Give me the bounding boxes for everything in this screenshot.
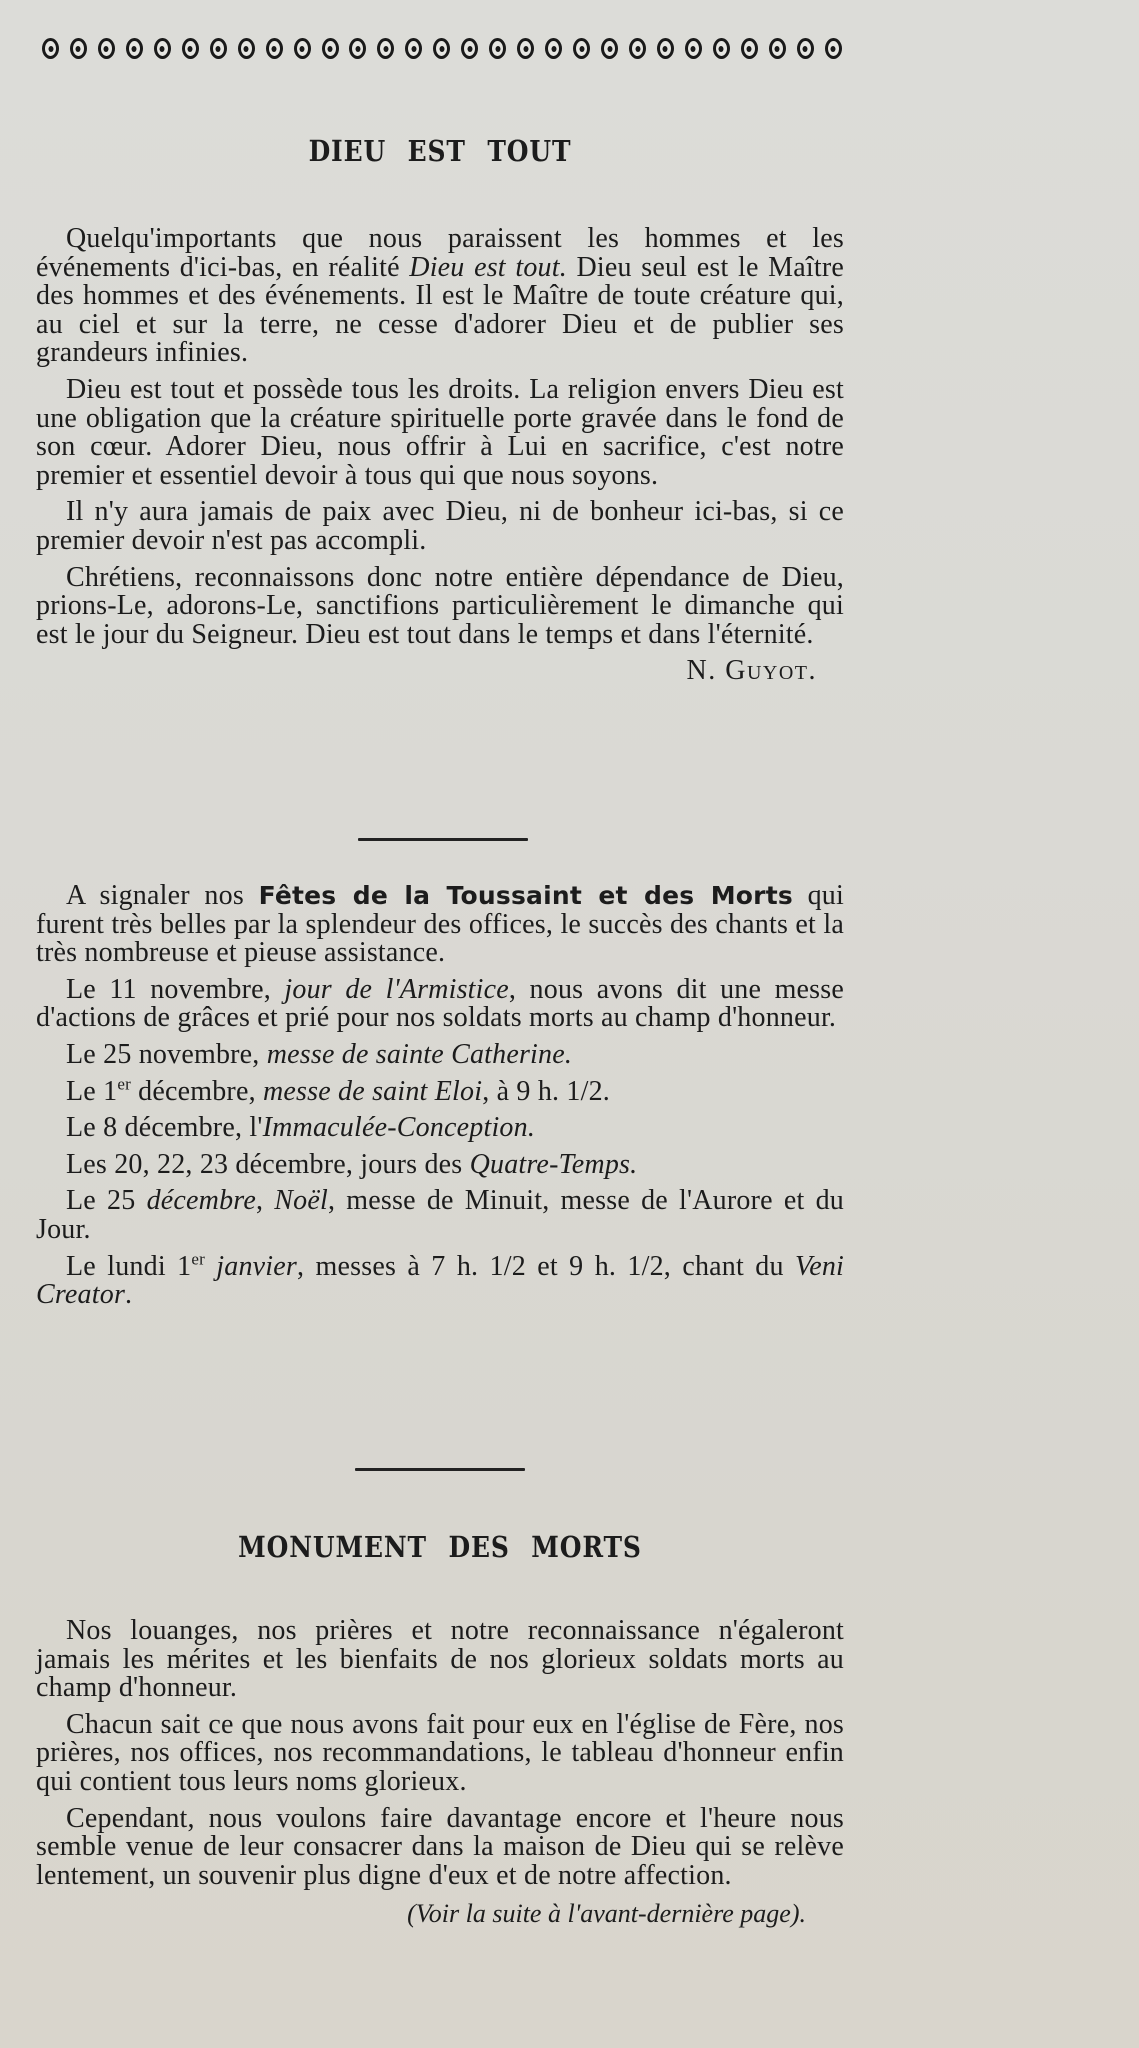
article-parish-news xyxy=(36,882,844,1310)
section-divider xyxy=(355,1468,525,1471)
bullseye-ornament-icon xyxy=(685,38,702,59)
continued-on-page-note: (Voir la suite à l'avant-dernière page). xyxy=(407,1899,806,1929)
paragraph: Chrétiens, reconnaissons donc notre entière dépendance de Dieu, prions-Le, adorons-Le, sanctifions particulièrement le dimanche qui est le jour du Seigneur. Dieu est tout dans le temps et dans l'éternité. xyxy=(36,561,844,650)
bullseye-ornament-icon xyxy=(377,38,394,59)
paragraph: Quelqu'importants que nous paraissent les hommes et les événements d'ici-bas, en réalité Dieu est tout. Dieu seul est le Maître des hommes et des événements. Il est le Maître de toute créature qui, au ciel et sur la terre, ne cesse d'adorer Dieu et de publier ses grandeurs infinies. xyxy=(36,223,845,369)
bullseye-ornament-icon xyxy=(322,38,339,59)
bullseye-ornament-icon xyxy=(461,38,478,59)
bullseye-ornament-icon xyxy=(154,38,171,59)
paragraph: Cependant, nous voulons faire davantage encore et l'heure nous semble venue de leur consacrer dans la maison de Dieu qui se relève lentement, un souvenir plus digne d'eux et de notre affection. xyxy=(36,1802,844,1891)
bullseye-ornament-icon xyxy=(489,38,506,59)
paragraph: Le 11 novembre, jour de l'Armistice, nous avons dit une messe d'actions de grâces et prié pour nos soldats morts au champ d'honneur. xyxy=(36,973,844,1034)
bullseye-ornament-icon xyxy=(433,38,450,59)
event-item: Le lundi 1er janvier, messes à 7 h. 1/2 et 9 h. 1/2, chant du Veni Creator. xyxy=(36,1249,845,1311)
bullseye-ornament-icon xyxy=(517,38,534,59)
bullseye-ornament-icon xyxy=(98,38,115,59)
bullseye-ornament-icon xyxy=(266,38,283,59)
bullseye-ornament-icon xyxy=(182,38,199,59)
paragraph: A signaler nos Fêtes de la Toussaint et des Morts qui furent très belles par la splendeur des offices, le succès des chants et la très nombreuse et pieuse assistance. xyxy=(36,880,844,969)
author-signature: N. Guyot. xyxy=(686,655,817,687)
bullseye-ornament-icon xyxy=(797,38,814,59)
article-dieu-est-tout xyxy=(36,225,844,686)
bullseye-ornament-icon xyxy=(741,38,758,59)
event-item: Le 25 décembre, Noël, messe de Minuit, messe de l'Aurore et du Jour. xyxy=(36,1185,844,1245)
bullseye-ornament-icon xyxy=(657,38,674,59)
bullseye-ornament-icon xyxy=(70,38,87,59)
event-item: Le 8 décembre, l'Immaculée-Conception. xyxy=(66,1112,536,1144)
event-item: Les 20, 22, 23 décembre, jours des Quatre-Temps. xyxy=(66,1148,638,1180)
article-monument-des-morts xyxy=(36,1617,844,1929)
bullseye-ornament-icon xyxy=(545,38,562,59)
paragraph: Chacun sait ce que nous avons fait pour eux en l'église de Fère, nos prières, nos offices, nos recommandations, le tableau d'honneur enfin qui contient tous leurs noms glorieux. xyxy=(36,1708,844,1797)
bullseye-ornament-icon xyxy=(573,38,590,59)
paragraph: Il n'y aura jamais de paix avec Dieu, ni de bonheur ici-bas, si ce premier devoir n'est pas accompli. xyxy=(36,496,844,556)
bullseye-ornament-icon xyxy=(769,38,786,59)
event-item: Le 25 novembre, messe de sainte Catherine. xyxy=(66,1038,573,1070)
article-title-dieu-est-tout: DIEU EST TOUT xyxy=(308,134,572,168)
paragraph: Dieu est tout et possède tous les droits. La religion envers Dieu est une obligation que la créature spirituelle porte gravée dans le fond de son cœur. Adorer Dieu, nous offrir à Lui en sacrifice, c'est notre premier et essentiel devoir à tous qui que nous soyons. xyxy=(36,373,844,491)
bullseye-ornament-icon xyxy=(42,38,59,59)
bullseye-ornament-icon xyxy=(601,38,618,59)
bullseye-ornament-icon xyxy=(349,38,366,59)
bullseye-ornament-icon xyxy=(629,38,646,59)
ornament-border xyxy=(42,38,842,59)
section-divider xyxy=(358,838,528,841)
bullseye-ornament-icon xyxy=(713,38,730,59)
bullseye-ornament-icon xyxy=(126,38,143,59)
paragraph: Nos louanges, nos prières et notre reconnaissance n'égaleront jamais les mérites et les bienfaits de nos glorieux soldats morts au champ d'honneur. xyxy=(36,1615,844,1704)
bullseye-ornament-icon xyxy=(294,38,311,59)
bullseye-ornament-icon xyxy=(238,38,255,59)
bullseye-ornament-icon xyxy=(210,38,227,59)
article-title-monument-des-morts: MONUMENT DES MORTS xyxy=(238,1530,642,1564)
bullseye-ornament-icon xyxy=(405,38,422,59)
event-item: Le 1er décembre, messe de saint Eloi, à 9 h. 1/2. xyxy=(66,1074,610,1107)
bullseye-ornament-icon xyxy=(825,38,842,59)
